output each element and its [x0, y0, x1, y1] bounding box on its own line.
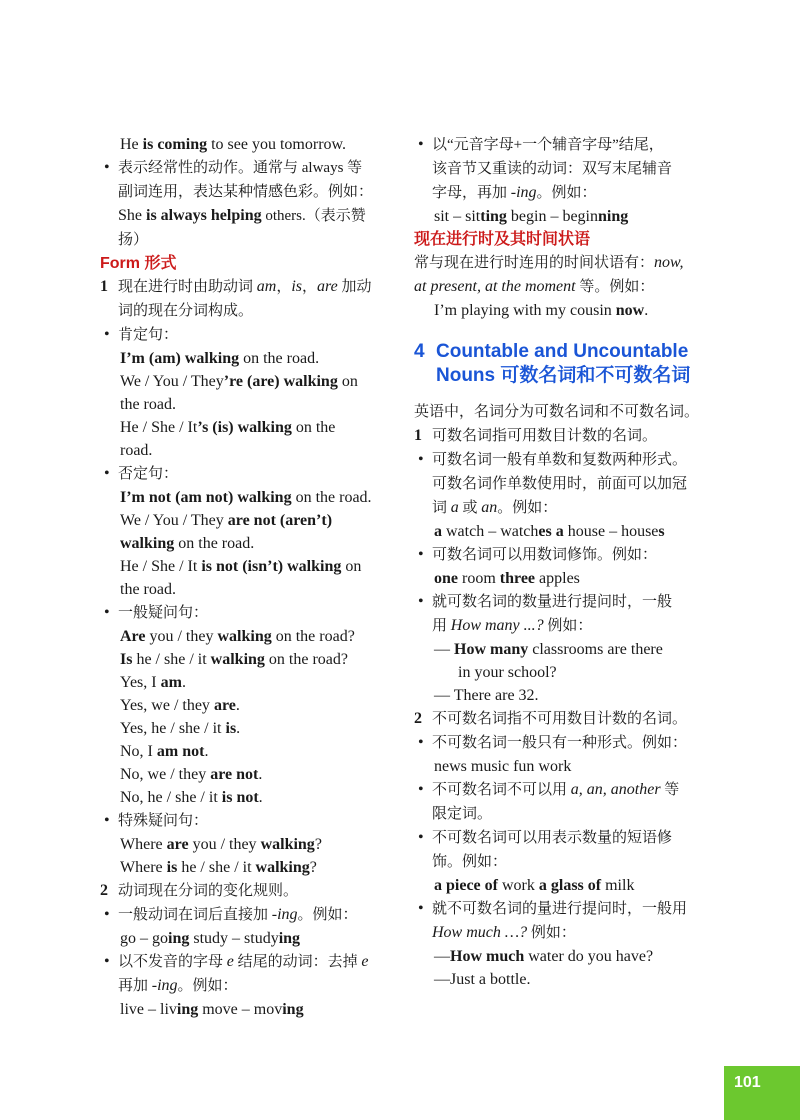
section-title-line-2: Nouns 可数名词和不可数名词 — [436, 365, 691, 386]
dialogue-line — [414, 684, 710, 707]
text-span: e — [361, 953, 369, 970]
text-span: 可数名词一般有单数和复数两种形式。 — [432, 452, 688, 468]
example-line — [100, 671, 398, 694]
text-span: es — [538, 523, 552, 540]
text-span: s — [658, 523, 665, 540]
bullet-item — [100, 809, 398, 833]
text-span: Where — [120, 859, 167, 876]
example-line — [100, 625, 398, 648]
text-span: is not — [221, 789, 259, 806]
text-span: walking — [217, 628, 272, 645]
text-span: water do you have? — [524, 948, 654, 965]
text-span: How much — [450, 948, 525, 965]
bullet-item — [414, 826, 710, 850]
bullet-item — [414, 448, 710, 472]
text-span: 肯定句： — [118, 327, 179, 343]
text-span: three — [499, 570, 536, 587]
text-span: now, — [654, 254, 684, 271]
text-span: is always helping — [146, 207, 262, 224]
bullet-item — [100, 601, 398, 625]
text-span: 不可数名词一般只有一种形式。例如： — [432, 735, 688, 751]
text-span: 不可数名词不可以用 — [432, 782, 571, 798]
text-span: . — [258, 766, 263, 783]
example-line — [100, 486, 398, 509]
text-span: are — [317, 278, 338, 295]
text-span: Is — [120, 651, 133, 668]
text-span: news music fun work — [434, 758, 572, 775]
text-span: 就可数名词的数量进行提问时，一般 — [432, 594, 673, 610]
text-span: How many — [454, 641, 529, 658]
text-span: now — [615, 302, 645, 319]
text-span: — There are 32. — [434, 687, 539, 704]
text-span: milk — [601, 877, 635, 894]
text-span: is not (isn’t) walking — [201, 558, 342, 575]
text-span: road. — [120, 442, 153, 459]
text-span: live – liv — [120, 1001, 177, 1018]
text-span: on — [337, 373, 358, 390]
subheading — [414, 228, 710, 251]
text-span: 。例如： — [297, 907, 358, 923]
text-span: No, he / she / it — [120, 789, 222, 806]
text-span: 不可数名词可以用表示数量的短语修 — [432, 830, 673, 846]
text-span: ting — [480, 208, 507, 225]
text-span: a — [434, 523, 442, 540]
text-span: 扬） — [118, 232, 149, 248]
text-span: on — [341, 558, 362, 575]
text-line — [100, 299, 398, 323]
text-span: 一般疑问句： — [118, 605, 209, 621]
text-line — [100, 228, 398, 252]
example-line — [100, 856, 398, 879]
text-span: begin – begin — [506, 208, 598, 225]
text-span: Yes, we / they — [120, 697, 214, 714]
item-number: 2 — [414, 710, 422, 727]
text-span: . — [181, 674, 186, 691]
text-span: ing — [278, 930, 301, 947]
example-line — [100, 717, 398, 740]
text-span: 否定句： — [118, 466, 179, 482]
text-span: he / she / it — [132, 651, 211, 668]
text-span: ing — [168, 930, 190, 947]
text-span: walking — [255, 859, 310, 876]
text-span: is — [291, 278, 303, 295]
text-line — [414, 251, 710, 275]
bullet-item — [100, 462, 398, 486]
example-line — [100, 347, 398, 370]
text-span: 现在进行时由助动词 — [118, 279, 257, 295]
text-span: ’re (are) walking — [223, 373, 338, 390]
text-span: . — [235, 697, 240, 714]
text-span: ， — [302, 279, 318, 295]
example-line — [100, 393, 398, 416]
text-span: ing — [176, 1001, 199, 1018]
bullet-item — [414, 897, 710, 921]
text-span: am — [160, 674, 182, 691]
section-number: 4 — [414, 341, 425, 362]
text-span: . — [644, 302, 649, 319]
example-line — [100, 648, 398, 671]
text-span: the road. — [120, 581, 176, 598]
example-line — [100, 927, 398, 950]
text-span: I’m (am) walking — [120, 350, 240, 367]
example-line — [100, 532, 398, 555]
item-number: 1 — [100, 278, 108, 295]
text-line — [414, 472, 710, 496]
text-span: He / She / It — [120, 419, 198, 436]
text-span: on the road. — [174, 535, 255, 552]
text-span: 。例如： — [497, 500, 558, 516]
text-span: 例如： — [527, 925, 576, 941]
text-line — [100, 180, 398, 204]
text-span: 现在进行时及其时间状语 — [414, 231, 591, 248]
text-span: ning — [598, 208, 629, 225]
text-span: 可数名词作单数使用时，前面可以加冠 — [432, 476, 688, 492]
text-span: to see you tomorrow. — [207, 136, 347, 153]
text-span: No, we / they — [120, 766, 211, 783]
text-span: 再加 — [118, 978, 152, 994]
text-span: is — [225, 720, 237, 737]
text-span: 限定词。 — [432, 806, 493, 822]
text-span: ， — [276, 279, 292, 295]
text-span: ing — [282, 1001, 304, 1018]
text-span: 特殊疑问句： — [118, 813, 209, 829]
text-line — [414, 921, 710, 945]
example-line — [100, 833, 398, 856]
item-number: 1 — [414, 427, 422, 444]
text-span: We / You / They — [120, 512, 228, 529]
bullet-item — [414, 778, 710, 802]
text-line — [100, 974, 398, 998]
example-line — [414, 520, 710, 543]
text-span: is coming — [142, 136, 208, 153]
text-span: —Just a bottle. — [434, 971, 531, 988]
text-span: on the road. — [239, 350, 320, 367]
text-span: are — [213, 697, 236, 714]
text-span: . — [236, 720, 241, 737]
numbered-item — [414, 424, 710, 448]
text-span: sit – sit — [434, 208, 481, 225]
example-line — [100, 740, 398, 763]
text-span: walking — [120, 535, 175, 552]
left-column — [100, 133, 398, 1021]
page-number: 101 — [734, 1074, 761, 1091]
text-span: 副词连用，表达某种情感色彩。例如： — [118, 184, 374, 200]
bullet-item — [100, 323, 398, 347]
text-span: you / they — [188, 836, 261, 853]
example-line — [100, 439, 398, 462]
text-span: 例如： — [543, 618, 593, 634]
text-span: 以不发音的字母 — [118, 954, 227, 970]
text-span: am — [256, 278, 277, 295]
text-span: 词 — [432, 500, 451, 516]
text-span: 可数名词可以用数词修饰。例如： — [432, 547, 658, 563]
text-span: Where — [120, 836, 167, 853]
text-span: 词的现在分词构成。 — [118, 303, 254, 319]
example-line — [414, 299, 710, 322]
text-span: house – house — [563, 523, 659, 540]
text-span: walking — [260, 836, 315, 853]
text-line — [414, 275, 710, 299]
text-span: move – mov — [198, 1001, 283, 1018]
bullet-item — [100, 950, 398, 974]
text-line — [414, 157, 710, 181]
subheading — [100, 252, 398, 275]
text-span: ? — [314, 836, 322, 853]
text-span: 以“元音字母+一个辅音字母”结尾， — [432, 137, 664, 153]
right-column — [414, 133, 710, 991]
text-span: 动词现在分词的变化规则。 — [118, 883, 299, 899]
dialogue-line — [414, 661, 710, 684]
text-span: -ing — [510, 184, 537, 201]
text-span: a — [450, 499, 459, 516]
text-span: study – study — [189, 930, 279, 947]
example-line — [414, 755, 710, 778]
text-span: How many ...? — [450, 617, 544, 634]
example-line — [100, 509, 398, 532]
text-span: He / She / It — [120, 558, 202, 575]
text-span: ’s (is) walking — [197, 419, 292, 436]
numbered-item — [100, 275, 398, 299]
text-span: Are — [120, 628, 146, 645]
text-span: No, I — [120, 743, 157, 760]
text-span: 等 — [660, 782, 680, 798]
example-line — [100, 370, 398, 393]
text-span: a — [555, 523, 564, 540]
example-line — [414, 874, 710, 897]
bullet-item — [414, 731, 710, 755]
text-span: on the — [291, 419, 336, 436]
text-span: are not — [210, 766, 259, 783]
text-span: 。例如： — [536, 185, 597, 201]
text-line — [414, 400, 710, 424]
text-span: — — [434, 641, 454, 658]
text-span: one — [434, 570, 458, 587]
text-span: he / she / it — [177, 859, 256, 876]
text-span: 加动 — [337, 279, 372, 295]
text-span: 表示经常性的动作。通常与 always 等 — [118, 160, 363, 176]
text-span: is — [166, 859, 178, 876]
text-span: Form 形式 — [100, 255, 177, 272]
text-span: watch – watch — [442, 523, 539, 540]
text-span: I’m not (am not) walking — [120, 489, 292, 506]
text-span: She — [118, 207, 146, 224]
text-span: are not (aren’t) — [227, 512, 333, 529]
example-line — [100, 416, 398, 439]
text-span: -ing — [151, 977, 178, 994]
text-span: 或 — [458, 500, 482, 516]
text-span: on the road? — [271, 628, 355, 645]
text-span: 等。例如： — [575, 279, 655, 295]
bullet-item — [414, 543, 710, 567]
text-span: a, an, another — [570, 781, 661, 798]
section-title — [414, 340, 710, 388]
text-span: 该音节又重读的动词：双写末尾辅音 — [432, 161, 673, 177]
text-span: go – go — [120, 930, 168, 947]
text-span: ? — [309, 859, 317, 876]
text-span: He — [120, 136, 143, 153]
text-span: — — [434, 948, 450, 965]
text-span: . — [258, 789, 263, 806]
text-span: 可数名词指可用数目计数的名词。 — [432, 428, 658, 444]
example-line — [100, 555, 398, 578]
text-span: 结尾的动词：去掉 — [233, 954, 362, 970]
text-span: the road. — [120, 396, 176, 413]
text-span: How much …? — [432, 924, 528, 941]
text-span: 就不可数名词的量进行提问时，一般用 — [432, 901, 688, 917]
text-span: We / You / They — [120, 373, 224, 390]
example-line — [414, 567, 710, 590]
text-span: at present, at the moment — [414, 278, 576, 295]
text-line — [414, 496, 710, 520]
text-span: a glass of — [538, 877, 602, 894]
text-span: apples — [535, 570, 580, 587]
text-span: room — [458, 570, 500, 587]
example-line — [100, 763, 398, 786]
section-title-line-1: Countable and Uncountable — [436, 341, 689, 362]
bullet-item — [414, 133, 710, 157]
text-span: 一般动词在词后直接加 — [118, 907, 272, 923]
example-line — [414, 968, 710, 991]
text-line — [100, 204, 398, 228]
numbered-item — [100, 879, 398, 903]
bullet-item — [100, 903, 398, 927]
text-span: 英语中，名词分为可数名词和不可数名词。 — [414, 404, 700, 420]
text-span: Yes, I — [120, 674, 161, 691]
bullet-item — [414, 590, 710, 614]
text-span: walking — [210, 651, 265, 668]
text-span: classrooms are there — [528, 641, 663, 658]
text-span: a piece of — [434, 877, 498, 894]
example-line — [100, 786, 398, 809]
text-span: on the road. — [291, 489, 372, 506]
text-span: e — [226, 953, 234, 970]
text-span: 。例如： — [177, 978, 238, 994]
text-span: -ing — [271, 906, 298, 923]
text-span: in your school? — [458, 664, 557, 681]
example-line — [414, 945, 710, 968]
text-line — [414, 850, 710, 874]
text-span: on the road? — [264, 651, 348, 668]
text-line — [414, 181, 710, 205]
example-line — [100, 998, 398, 1021]
text-span: you / they — [145, 628, 218, 645]
text-span: Yes, he / she / it — [120, 720, 226, 737]
text-span: work — [497, 877, 539, 894]
text-line — [414, 614, 710, 638]
numbered-item — [414, 707, 710, 731]
text-span: . — [204, 743, 209, 760]
bullet-item — [100, 156, 398, 180]
text-span: 常与现在进行时连用的时间状语有： — [414, 255, 655, 271]
text-line — [414, 802, 710, 826]
example-line — [100, 694, 398, 717]
text-span: 饰。例如： — [432, 854, 508, 870]
dialogue-line — [414, 638, 710, 661]
text-span: others.（表示赞 — [261, 208, 366, 224]
text-span: 字母，再加 — [432, 185, 511, 201]
example-line — [100, 133, 398, 156]
item-number: 2 — [100, 882, 108, 899]
text-span: 不可数名词指不可用数目计数的名词。 — [432, 711, 688, 727]
text-span: I’m playing with my cousin — [434, 302, 616, 319]
example-line — [100, 578, 398, 601]
text-span: an — [481, 499, 498, 516]
text-span: 用 — [432, 618, 451, 634]
page-number-box — [724, 1066, 800, 1120]
example-line — [414, 205, 710, 228]
text-span: am not — [156, 743, 205, 760]
text-span: are — [166, 836, 189, 853]
